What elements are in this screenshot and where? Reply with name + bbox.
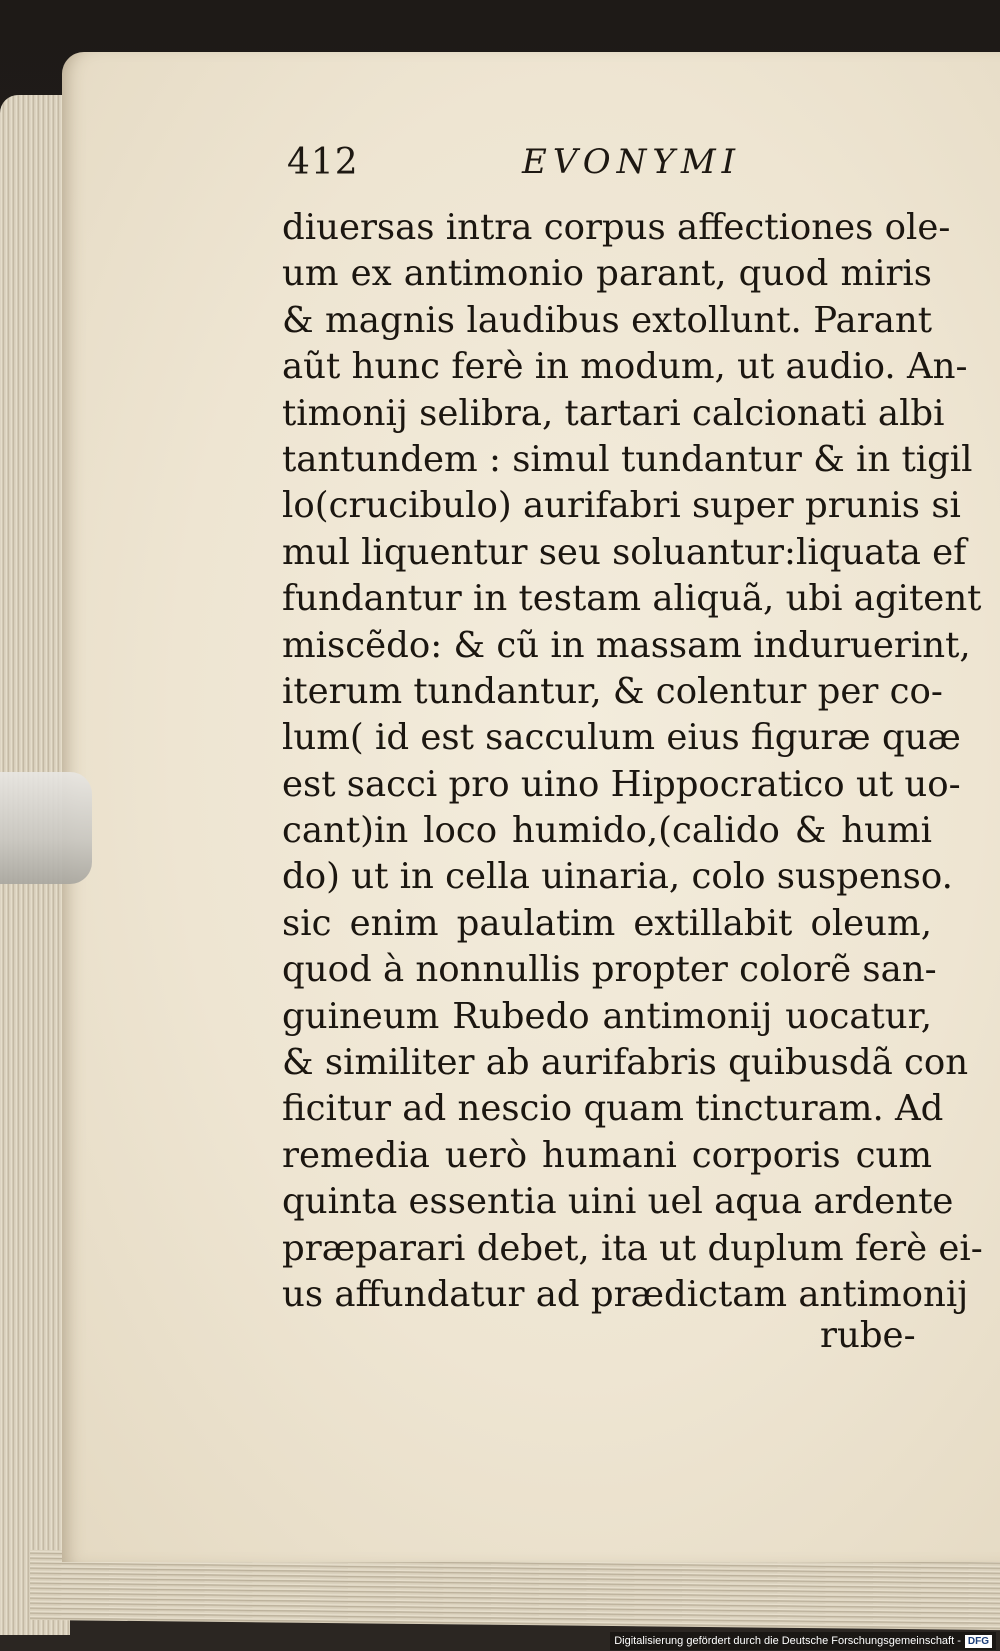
text-line: guineum Rubedo antimonij uocatur, — [282, 995, 932, 1037]
text-line: lum( id est sacculum eius figuræ quæ — [282, 717, 961, 759]
text-line: us affundatur ad prædictam antimonij — [282, 1273, 969, 1315]
page-number: 412 — [287, 142, 359, 183]
text-line: um ex antimonio parant, quod miris — [282, 253, 932, 295]
text-line: do) ut in cella uinaria, colo suspenso. — [282, 856, 953, 898]
body-text — [282, 205, 983, 1318]
running-head-title: EVONYMI — [522, 142, 742, 182]
text-line: sic enim paulatim extillabit oleum, — [282, 902, 932, 944]
text-line: quod à nonnullis propter colorẽ san- — [282, 949, 937, 991]
text-line: & magnis laudibus extollunt. Parant — [282, 299, 932, 341]
text-line: fundantur in testam aliquã, ubi agitent — [282, 578, 982, 620]
digitization-credit — [610, 1632, 996, 1650]
catchword: rube- — [820, 1315, 916, 1356]
text-line: & similiter ab aurifabris quibusdã con — [282, 1042, 969, 1084]
text-line: præparari debet, ita ut duplum ferè ei- — [282, 1227, 983, 1269]
text-line: lo(crucibulo) aurifabri super prunis si — [282, 485, 961, 527]
dfg-logo: DFG — [965, 1635, 992, 1648]
text-line: remedia uerò humani corporis cum — [282, 1134, 932, 1176]
text-line: tantundem : simul tundantur & in tigil — [282, 438, 973, 480]
text-line: ficitur ad nescio quam tincturam. Ad — [282, 1088, 944, 1130]
text-line: diuersas intra corpus affectiones ole- — [282, 207, 951, 248]
credit-text: Digitalisierung gefördert durch die Deutsche Forschungsgemeinschaft - — [614, 1635, 961, 1647]
text-line: est sacci pro uino Hippocratico ut uo- — [282, 763, 961, 805]
text-line: mul liquentur seu soluantur:liquata ef — [282, 531, 967, 573]
text-line: timonij selibra, tartari calcionati albi — [282, 392, 945, 434]
text-line: aũt hunc ferè in modum, ut audio. An- — [282, 346, 968, 388]
running-head — [287, 140, 807, 190]
text-line: iterum tundantur, & colentur per co- — [282, 670, 943, 712]
text-line: quinta essentia uini uel aqua ardente — [282, 1181, 954, 1223]
bookmark-tab — [0, 772, 92, 884]
text-line: cant)in loco humido,(calido & humi — [282, 810, 932, 852]
text-line: miscẽdo: & cũ in massam induruerint, — [282, 624, 971, 666]
